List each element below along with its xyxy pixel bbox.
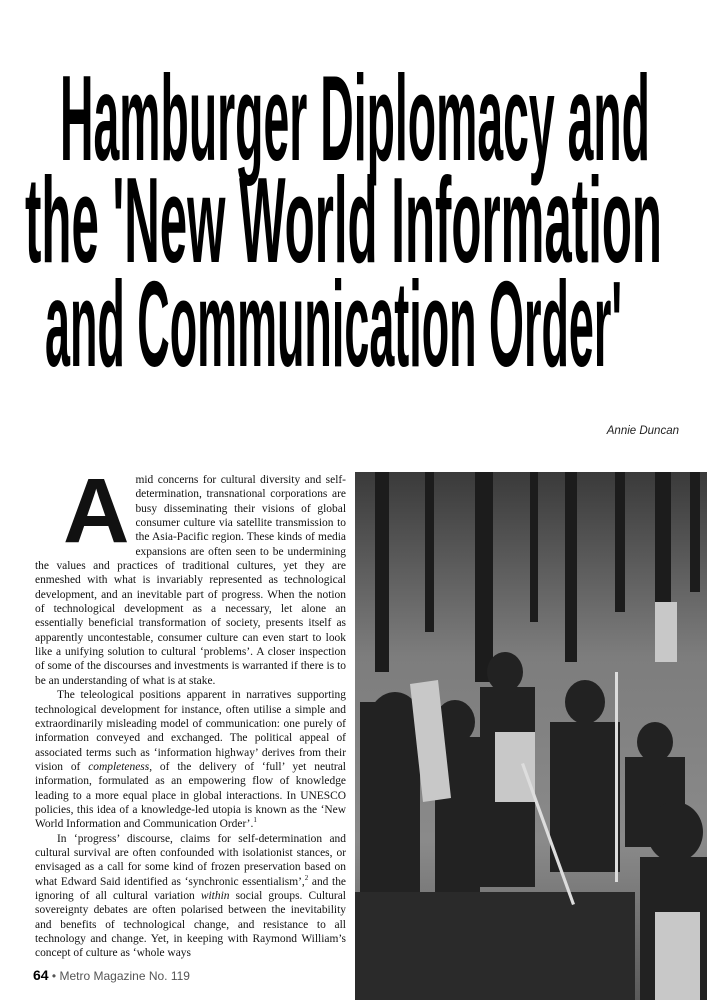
emphasis: completeness — [88, 760, 150, 773]
page-footer — [33, 967, 190, 983]
paragraph-text: social groups. Cultural sovereignty debates are often polarised between the inevitability and benefits of technological change, and resistance to all technology and change. Yet, in keeping with Raymond William’s concept of culture as ‘whole ways — [35, 889, 346, 960]
paragraph-text: The teleological positions apparent in narratives supporting technological development for instance, often utilise a simple and extraordinarily misleading model of communication: one purely of information conveyed and exchanged. The political appeal of associated terms such as ‘information highway’ derives from their vision of — [35, 689, 346, 773]
paragraph-text: mid concerns for cultural diversity and self-determination, transnational corporations are busy disseminating their visions of global consumer culture via satellite transmission to the Asia-Pacific region. These kinds of media expansions are often seen to be undermining the values and practices of traditional cultures, yet they are enmeshed with what is invariably represented as technological development, and an inevitable part of progress. When the notion of technological development as a necessary, let alone an essentially beneficial transformation of society, presents itself as apparently uncontestable, consumer culture can even start to look like a unifying solution to cultural ‘problems’. A closer inspection of some of the discourses and investments is warranted if there is to be an understanding of what is at stake. — [35, 474, 346, 687]
article-photo — [355, 472, 707, 1000]
photo-group-in-forest — [355, 472, 707, 1000]
paragraph — [35, 832, 346, 961]
publication-name: Metro Magazine No. 119 — [59, 969, 190, 983]
emphasis: within — [200, 889, 230, 902]
footnote-ref[interactable]: 1 — [253, 816, 257, 825]
title-line: the 'New World Information — [25, 152, 662, 288]
author-byline: Annie Duncan — [606, 425, 679, 437]
paragraph-text: , of the delivery of ‘full’ yet neutral information, formulated as an empowering flow of knowledge leading to a more equal place in global interactions. In UNESCO policies, this idea of a knowledge-led utopia is known as the ‘New World Information and Communication Order’. — [35, 760, 346, 831]
footer-separator: • — [51, 969, 57, 983]
article-body — [35, 460, 346, 961]
paragraph-text: In ‘progress’ discourse, claims for self-determination and cultural survival are often confounded with isolationist stances, or envisaged as a call for some kind of frozen preservation based on what Edward Said identified as ‘synchronic essentialism’, — [35, 832, 346, 888]
paragraph-text: and the ignoring of all cultural variation — [35, 875, 346, 902]
page-number: 64 — [33, 967, 49, 983]
footnote-ref[interactable]: 2 — [304, 873, 309, 882]
title-line: and Communication Order' — [45, 256, 622, 390]
paragraph — [35, 688, 346, 831]
paragraph — [35, 460, 346, 688]
article-title — [0, 0, 707, 390]
title-line: Hamburger Diplomacy and — [60, 50, 650, 186]
drop-cap: A — [63, 460, 130, 562]
